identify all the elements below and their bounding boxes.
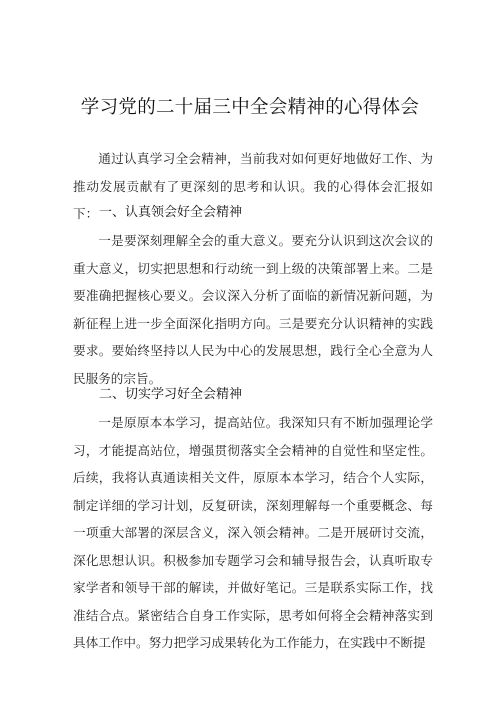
intro-text: 通过认真学习全会精神，当前我对如何更好地做好工作、为推动发展贡献有了更深刻的思考和认识。我的心得体会汇报如下： bbox=[73, 151, 433, 221]
section-1-body bbox=[73, 227, 433, 392]
section-heading-1: 一、认真领会好全会精神 bbox=[99, 205, 243, 220]
section-heading-2: 二、切实学习好全会精神 bbox=[99, 387, 243, 402]
document-title: 学习党的二十届三中全会精神的心得体会 bbox=[80, 97, 420, 118]
section-2-paragraph: 一是原原本本学习，提高站位。我深知只有不断加强理论学习，才能提高站位，增强贯彻落实全会精神的自觉性和坚定性。后续，我将认真通读相关文件，原原本本学习，结合个人实际，制定详细的学习计划，反复研读，深刻理解每一个重要概念、每一项重大部署的深层含义，深入领会精神。二是开展研讨交流，深化思想认识。积极参加专题学习会和辅导报告会，认真听取专家学者和领导干部的解读，并做好笔记。三是联系实际工作，找准结合点。紧密结合自身工作实际，思考如何将全会精神落实到具体工作中。努力把学习成果转化为工作能力，在实践中不断提 bbox=[73, 415, 433, 650]
section-2-body bbox=[73, 409, 433, 657]
section-1-paragraph: 一是要深刻理解全会的重大意义。要充分认识到这次会议的重大意义，切实把思想和行动统一到上级的决策部署上来。二是要准确把握核心要义。会议深入分析了面临的新情况新问题，为新征程上进一步全面深化指明方向。三是要充分认识精神的实践要求。要始终坚持以人民为中心的发展思想，践行全心全意为人民服务的宗旨。 bbox=[73, 233, 433, 386]
